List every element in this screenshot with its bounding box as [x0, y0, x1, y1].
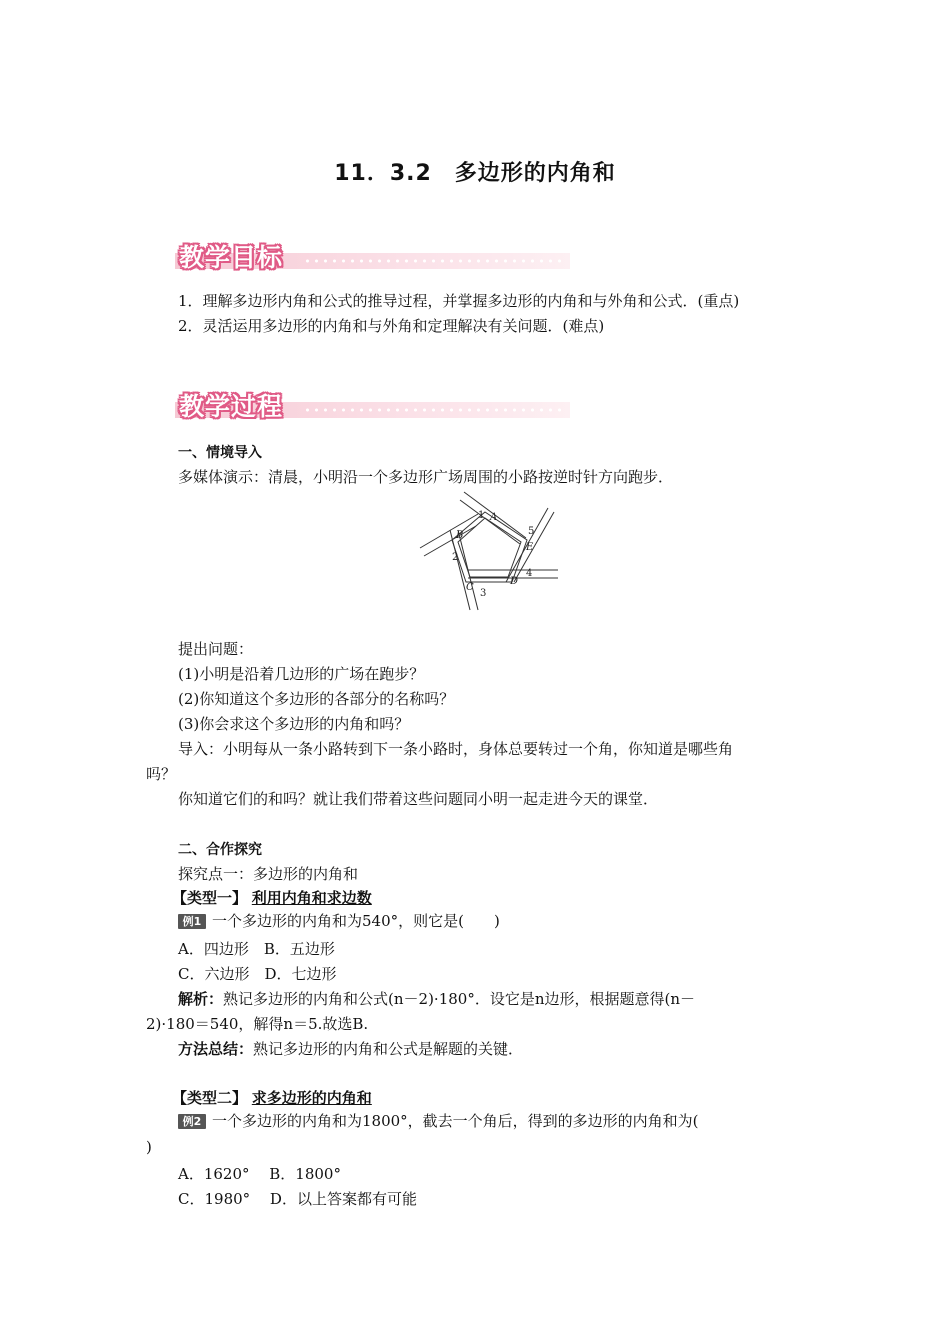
type2-tag: 【类型二】 [172, 1089, 248, 1107]
example2-options: A．1620° B．1800° [178, 1165, 341, 1183]
goal-item: 1．理解多边形内角和公式的推导过程，并掌握多边形的内角和与外角和公式．(重点) [178, 292, 740, 310]
analysis-label: 解析： [178, 990, 224, 1008]
type1-line [172, 886, 372, 910]
label-D: D [510, 576, 519, 587]
lead-text: 吗？ [146, 765, 177, 783]
section-banner-goals [175, 238, 570, 274]
banner-dots [303, 407, 562, 413]
example1-text: 一个多边形的内角和为540°，则它是( ) [212, 912, 500, 930]
lead-text: 你知道它们的和吗？就让我们带着这些问题同小明一起走进今天的课堂． [178, 790, 659, 808]
goal-item: 2．灵活运用多边形的内角和与外角和定理解决有关问题．(难点) [178, 317, 605, 335]
label-A: A [490, 512, 498, 523]
lead-text: 导入：小明每从一条小路转到下一条小路时，身体总要转过一个角，你知道是哪些角 [178, 740, 734, 758]
label-E: E [526, 542, 534, 553]
example1-options: C．六边形 D．七边形 [178, 965, 337, 983]
ask-label: 提出问题： [178, 640, 254, 658]
banner-label: 教学过程 [179, 392, 284, 421]
example1-options: A．四边形 B．五边形 [178, 940, 335, 958]
type1-tag: 【类型一】 [172, 889, 248, 907]
intro-text: 多媒体演示：清晨，小明沿一个多边形广场周围的小路按逆时针方向跑步． [178, 468, 674, 486]
question-item: (2)你知道这个多边形的各部分的名称吗？ [178, 690, 455, 708]
section-banner-process [175, 387, 570, 423]
example2-close: ) [146, 1138, 152, 1156]
example2-text: 一个多边形的内角和为1800°，截去一个角后，得到的多边形的内角和为( [212, 1112, 699, 1130]
section-heading: 一、情境导入 [178, 445, 262, 461]
question-item: (3)你会求这个多边形的内角和吗？ [178, 715, 410, 733]
example2-options: C．1980° D．以上答案都有可能 [178, 1190, 417, 1208]
type1-title: 利用内角和求边数 [251, 889, 372, 907]
example1-badge: 例1 [178, 914, 206, 929]
label-angle-2: 2 [452, 552, 459, 563]
label-angle-3: 3 [480, 588, 487, 599]
method-label: 方法总结： [178, 1040, 254, 1058]
banner-label: 教学目标 [179, 243, 284, 272]
pentagon-plaza-figure [418, 490, 560, 625]
analysis-text: 熟记多边形的内角和公式(n－2)·180°．设它是n边形，根据题意得(n－ [223, 990, 695, 1008]
explore-point: 探究点一：多边形的内角和 [178, 865, 359, 883]
analysis-text: 2)·180＝540，解得n＝5.故选B. [146, 1015, 369, 1033]
example2-line [178, 1109, 699, 1133]
method-text: 熟记多边形的内角和公式是解题的关键． [253, 1040, 524, 1058]
label-angle-5: 5 [528, 526, 535, 537]
type2-title: 求多边形的内角和 [251, 1089, 372, 1107]
label-B: B [456, 530, 464, 541]
question-item: (1)小明是沿着几边形的广场在跑步？ [178, 665, 425, 683]
method-line [178, 1037, 523, 1061]
page-title: 11．3.2 多边形的内角和 [334, 161, 616, 186]
section-heading: 二、合作探究 [178, 842, 262, 858]
label-C: C [466, 582, 474, 593]
label-angle-1: 1 [478, 510, 485, 521]
example2-badge: 例2 [178, 1114, 206, 1129]
example1-line [178, 909, 500, 933]
type2-line [172, 1086, 372, 1110]
analysis-line [178, 987, 695, 1011]
banner-dots [303, 258, 562, 264]
label-angle-4: 4 [526, 568, 533, 579]
